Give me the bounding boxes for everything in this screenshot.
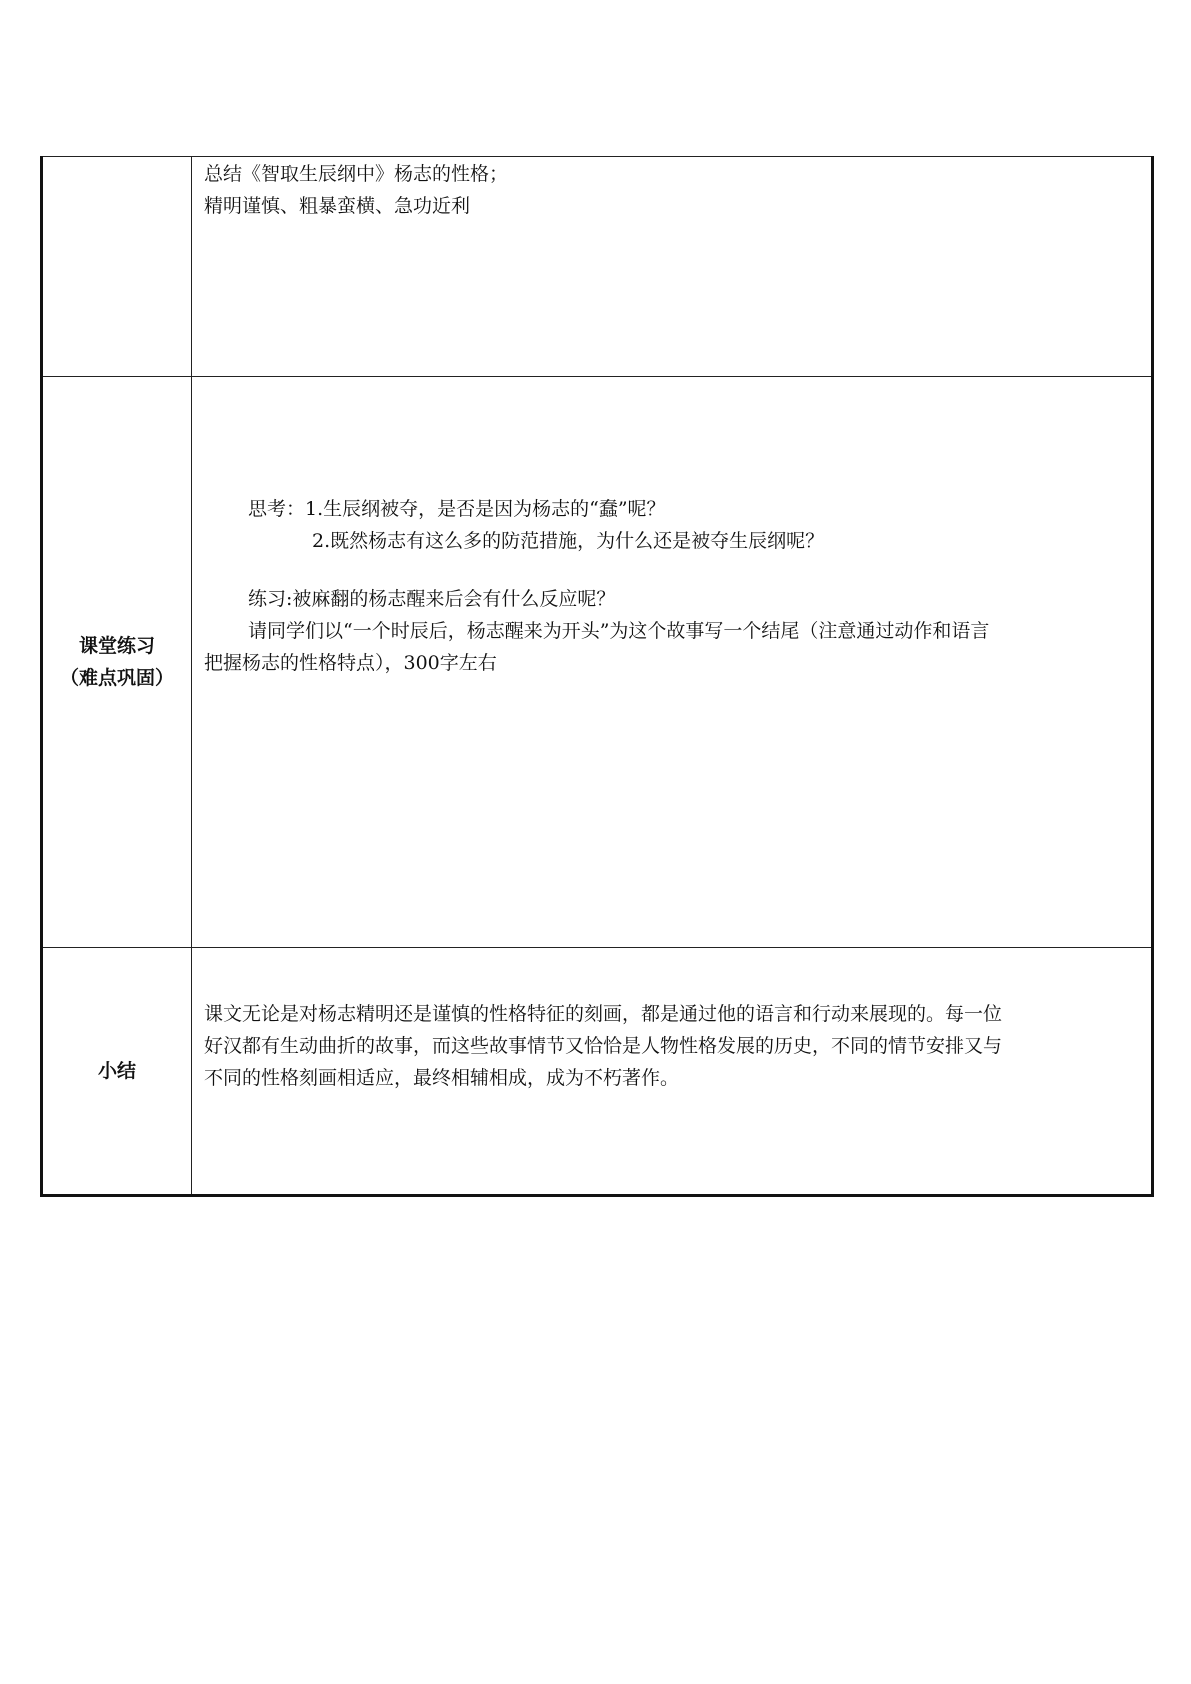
think-question-2: 2.既然杨志有这么多的防范措施，为什么还是被夺生辰纲呢？: [312, 530, 825, 552]
row-content-summary: [192, 948, 1153, 1196]
summary-line: 课文无论是对杨志精明还是谨慎的性格特征的刻画，都是通过他的语言和行动来展现的。每一位: [204, 1003, 1003, 1025]
label-line: （难点巩固）: [59, 667, 174, 689]
exercise-line: 请同学们以“一个时辰后，杨志醒来为开头”为这个故事写一个结尾（注意通过动作和语言: [248, 620, 990, 642]
row-content-practice: [192, 377, 1153, 948]
summary-line: 不同的性格刻画相适应，最终相辅相成，成为不朽著作。: [204, 1067, 680, 1089]
content-line: 总结《智取生辰纲中》杨志的性格；: [204, 163, 509, 185]
table-row-summary-character: [42, 157, 1153, 377]
exercise-title: 练习:被麻翻的杨志醒来后会有什么反应呢？: [248, 588, 616, 610]
content-line: 精明谨慎、粗暴蛮横、急功近利: [204, 195, 471, 217]
row-content-character: [192, 157, 1153, 377]
exercise-line: 把握杨志的性格特点），300字左右: [204, 652, 497, 674]
table-row-classroom-practice: [42, 377, 1153, 948]
summary-line: 好汉都有生动曲折的故事，而这些故事情节又恰恰是人物性格发展的历史，不同的情节安排又与: [204, 1035, 1003, 1057]
row-label-classroom-practice: [42, 377, 192, 948]
lesson-plan-table: [40, 156, 1154, 1197]
spacer: [204, 557, 1139, 583]
row-label-summary: 小结: [42, 948, 192, 1196]
row-label-empty: [42, 157, 192, 377]
label-line: 课堂练习: [78, 635, 155, 657]
think-question-1: 思考：1.生辰纲被夺，是否是因为杨志的“蠢”呢？: [248, 498, 666, 520]
table-row-summary: [42, 948, 1153, 1196]
